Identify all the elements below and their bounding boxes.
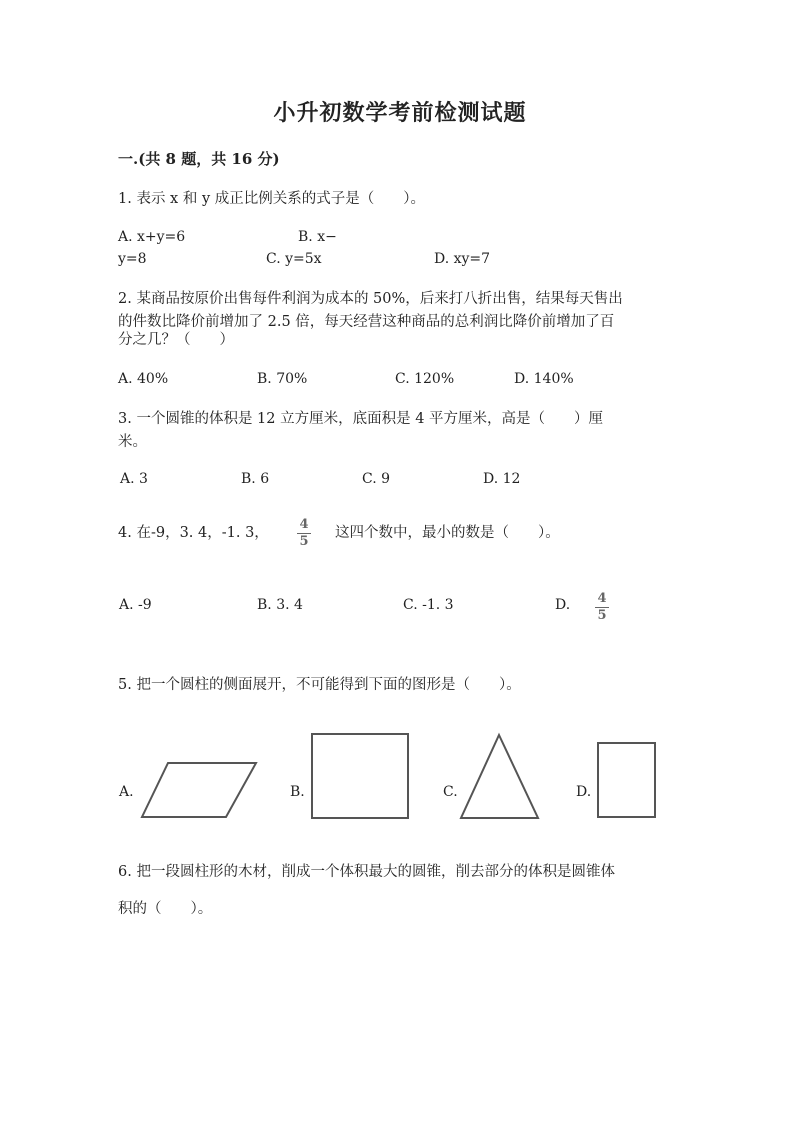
question-3-option-a: A. 3 (120, 471, 148, 487)
question-1-option-c: C. y=5x (266, 251, 322, 267)
fraction-numerator: 4 (597, 591, 607, 606)
question-4-option-d: D. (555, 597, 571, 613)
question-5-option-a: A. (119, 784, 134, 800)
question-1-stem: 1. 表示 x 和 y 成正比例关系的式子是（ ）。 (118, 191, 425, 207)
question-1-option-b: B. x− (298, 229, 337, 245)
question-3-option-d: D. 12 (483, 471, 521, 487)
question-3-option-b: B. 6 (241, 471, 270, 487)
parallelogram-shape (138, 755, 262, 823)
question-2-option-a: A. 40% (118, 371, 169, 387)
fraction-four-fifths (296, 518, 312, 549)
fraction-denominator: 5 (299, 534, 309, 549)
fraction-numerator: 4 (299, 517, 309, 532)
question-5-option-c: C. (443, 784, 458, 800)
question-2-option-c: C. 120% (395, 371, 455, 387)
question-3-option-c: C. 9 (362, 471, 391, 487)
question-6-stem-line2: 积的（ ）。 (118, 901, 213, 917)
question-2-stem-line1: 2. 某商品按原价出售每件利润为成本的 50%，后来打八折出售，结果每天售出 (118, 291, 623, 307)
question-2-option-d: D. 140% (514, 371, 574, 387)
square-shape (310, 730, 412, 822)
fraction-denominator: 5 (597, 608, 607, 623)
option-d-fraction (594, 592, 610, 623)
triangle-shape (457, 730, 543, 822)
question-3-stem-line2: 米。 (118, 434, 147, 450)
question-6-stem-line1: 6. 把一段圆柱形的木材，削成一个体积最大的圆锥，削去部分的体积是圆锥体 (118, 864, 615, 880)
question-5-option-b: B. (290, 784, 305, 800)
question-1-option-a: A. x+y=6 (118, 229, 186, 245)
section-heading: 一.(共 8 题，共 16 分) (118, 150, 280, 168)
question-5-option-d: D. (576, 784, 592, 800)
question-4-option-b: B. 3. 4 (257, 597, 303, 613)
question-4-stem-prefix: 4. 在-9，3. 4，-1. 3， (118, 525, 269, 541)
question-2-option-b: B. 70% (257, 371, 308, 387)
question-2-stem-line2: 的件数比降价前增加了 2.5 倍，每天经营这种商品的总利润比降价前增加了百 (118, 314, 615, 330)
question-4-stem-suffix: 这四个数中，最小的数是（ ）。 (335, 525, 560, 541)
question-3-stem-line1: 3. 一个圆锥的体积是 12 立方厘米，底面积是 4 平方厘米，高是（ ）厘 (118, 411, 604, 427)
question-1-option-b-cont: y=8 (118, 251, 147, 267)
question-4-option-a: A. -9 (119, 597, 152, 613)
question-2-stem-line3: 分之几？（ ） (118, 332, 234, 348)
question-1-option-d: D. xy=7 (434, 251, 491, 267)
rectangle-shape (593, 740, 659, 820)
question-4-option-c: C. -1. 3 (403, 597, 454, 613)
page-title: 小升初数学考前检测试题 (273, 100, 527, 126)
question-5-stem: 5. 把一个圆柱的侧面展开，不可能得到下面的图形是（ ）。 (118, 677, 521, 693)
